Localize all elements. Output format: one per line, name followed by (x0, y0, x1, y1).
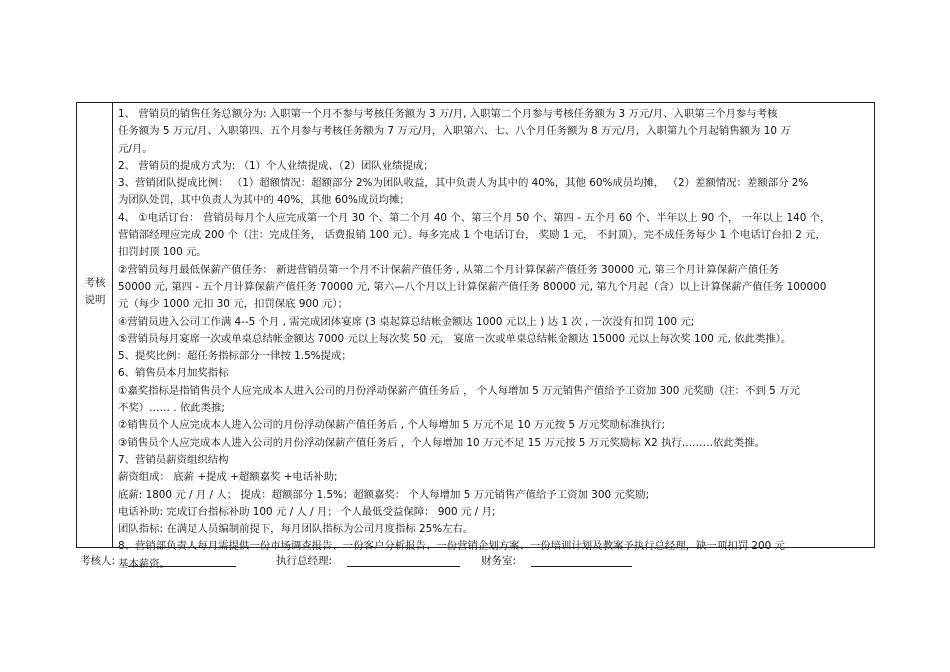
content-line: 3、营销团队提成比例： （1）超额情况：超额部分 2%为团队收益，其中负责人为其中的 40%，其他 60%成员均摊， （2）差额情况：差额部分 2% (118, 177, 809, 190)
content-line: 元（每少 1000 元扣 30 元，扣罚保底 900 元）； (118, 298, 348, 311)
content-line: 6、销售员本月加奖指标 (118, 367, 229, 380)
content-line: 薪资组成： 底薪 +提成 +超额嘉奖 +电话补助; (118, 471, 338, 484)
content-line: 元/月。 (118, 142, 153, 155)
content-line: ③销售员个人应完成本人进入公司的月份浮动保薪产值任务后 ，个人每增加 10 万元不足 15 万元按 5 万元奖励标 X2 执行………依此类推。 (118, 436, 765, 449)
content-line: 5、提奖比例：超任务指标部分一律按 1.5%提成； (118, 350, 352, 363)
label-line-2: 说明 (84, 294, 106, 306)
content-line: ①嘉奖指标是指销售员个人应完成本人进入公司的月份浮动保薪产值任务后 ， 个人每增加 5 万元销售产值给予工资加 300 元奖励（注：不到 5 万元 (118, 384, 800, 397)
content-line: 扣罚封顶 100 元。 (118, 246, 207, 259)
content-line: 50000 元, 第四 - 五个月计算保薪产值任务 70000 元, 第六—八个月以上计算保薪产值任务 80000 元, 第九个月起（含）以上计算保薪产值任务 100000 (118, 280, 827, 293)
assessor-signature-line (128, 566, 236, 567)
content-line: 为团队处罚，其中负责人为其中的 40%，其他 60%成员均摊； (118, 194, 410, 207)
finance-signature-line (531, 566, 632, 567)
assessor-label: 考核人: (80, 555, 116, 567)
content-line: 团队指标: 在满足人员编制前提下，每月团队指标为公司月度指标 25%左右。 (118, 523, 474, 536)
content-line: ④营销员进入公司工作满 4--5 个月 , 需完成团体宴席 (3 桌起算总结帐金额达 1000 元以上 ) 达 1 次 , 一次没有扣罚 100 元; (118, 315, 695, 328)
content-line: 营销部经理应完成 200 个（注：完成任务， 话费报销 100 元）。每多完成 1 个电话订台， 奖励 1 元， 不封顶），完不成任务每少 1 个电话订台扣 2 元， (118, 229, 826, 242)
content-line: 电话补助: 完成订台指标补助 100 元 / 人 / 月； 个人最低受益保障： 900 元 / 月; (118, 505, 496, 518)
content-line: 8、营销部负责人每月需提供一份市场调查报告、一份客户分析报告、一份营销企划方案、一份培训计划及教案予执行总经理，缺一项扣罚 200 元 (118, 540, 785, 553)
content-line: ⑤营销员每月宴席一次或单桌总结帐金额达 7000 元以上每次奖 50 元， 宴席一次或单桌总结帐金额达 15000 元以上每次奖 100 元, 依此类推）。 (118, 332, 792, 345)
content-line: ②营销员每月最低保薪产值任务： 新进营销员第一个月不计保薪产值任务 , 从第二个月计算保薪产值任务 30000 元, 第三个月计算保薪产值任务 (118, 263, 780, 276)
content-line: 1、 营销员的销售任务总额分为: 入职第一个月不参与考核任务额为 3 万/月, 入职第二个月参与考核任务额为 3 万元/月、入职第三个月参与考核 (118, 108, 778, 120)
signature-footer (0, 551, 950, 573)
content-line: 任务额为 5 万元/月、入职第四、五个月参与考核任务额为 7 万元/月，入职第六、七、八个月任务额为 8 万元/月，入职第九个月起销售额为 10 万 (118, 125, 791, 138)
label-text (77, 275, 113, 309)
content-line: 4、 ①电话订台： 营销员每月个人应完成第一个月 30 个、第二个月 40 个、第三个月 50 个、第四 - 五个月 60 个、半年以上 90 个， 一年以上 140 个， (118, 211, 831, 224)
gm-signature-line (347, 566, 460, 567)
content-line: 不奖）…… . 依此类推; (118, 402, 225, 415)
finance-label: 财务室: (481, 555, 517, 567)
label-column (77, 103, 113, 547)
content-line: 7、营销员薪资组织结构 (118, 453, 229, 466)
content-line: 基本薪资。 (118, 557, 170, 570)
gm-label: 执行总经理: (276, 555, 333, 567)
content-line: ②销售员个人应完成本人进入公司的月份浮动保薪产值任务后 , 个人每增加 5 万元不足 10 万元按 5 万元奖励标准执行; (118, 419, 665, 432)
label-line-1: 考核 (84, 277, 106, 289)
content-line: 2、 营销员的提成方式为: （1）个人业绩提成、（2）团队业绩提成； (118, 159, 434, 172)
description-content (118, 106, 870, 573)
content-line: 底薪: 1800 元 / 月 / 人； 提成：超额部分 1.5%；超额嘉奖： 个人每增加 5 万元销售产值给予工资加 300 元奖励; (118, 488, 650, 501)
